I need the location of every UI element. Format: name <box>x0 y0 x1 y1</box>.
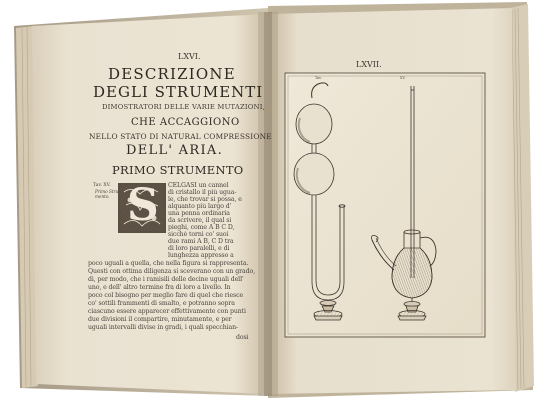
wrap-line: da scrivere, il qual si <box>168 217 232 224</box>
body-line: ciascuno essere apparecer effettivamente con punti <box>88 308 246 315</box>
wrap-line: una penna ordinaria <box>168 210 230 217</box>
wrap-line: le, che trovar si possa, e <box>168 196 242 203</box>
plate-label-left: Tav. <box>315 76 322 80</box>
wrap-line: pieghi, come A B C D, <box>168 224 235 231</box>
right-page-number: LXVII. <box>356 60 382 69</box>
title-line-2: DEGLI STRUMENTI <box>93 83 264 101</box>
body-line: uno, e dell' altro termine fra di loro a livello. In <box>88 284 231 291</box>
margin-note-2: Primo Stru- <box>95 189 120 194</box>
body-line: uguali intervalli divise in gradi, i quali specchian- <box>88 324 238 331</box>
body-line-catchword: dosi <box>236 334 249 341</box>
wrap-line: di loro paralelli, e di <box>168 245 230 252</box>
body-line: co' sottili frammenti di smalto, e potranno sopra <box>88 300 235 307</box>
wrap-line: sicchè torni co' suoi <box>168 231 229 238</box>
wrap-line: alquanto più largo d' <box>168 203 232 210</box>
title-line-che: CHE ACCAGGIONO <box>131 117 240 128</box>
margin-note-1: Tav. XV. <box>93 183 111 188</box>
wrap-line: lunghezza appresso a <box>168 252 234 259</box>
subtitle: DIMOSTRATORI DELLE VARIE MUTAZIONI, <box>102 103 265 111</box>
body-line: di, per modo, che i ramisili delle decine uguali dell' <box>88 276 244 283</box>
title-line-nello: NELLO STATO DI NATURAL COMPRESSIONE <box>89 132 272 141</box>
title-line-1: DESCRIZIONE <box>108 65 236 83</box>
title-line-aria: DELL' ARIA. <box>126 143 224 158</box>
wrap-line: di cristallo il più ugua- <box>168 189 237 196</box>
wrap-line: CELGASI un cannel <box>168 182 229 189</box>
left-page-number: LXVI. <box>178 52 201 61</box>
margin-note-3: mento. <box>95 194 110 199</box>
wrap-line: due rami A B, C D tra <box>168 238 234 245</box>
body-line: Questi con ottima diligenza si sceverano con un grado, <box>88 268 255 275</box>
body-line: poco uguali a quella, che nella figura si rappresenta. <box>88 260 249 267</box>
initial-letter: S <box>127 180 159 231</box>
plate-label-right: XV. <box>400 76 406 80</box>
body-line: poco col bisogno per meglio fare di quel che riesce <box>88 292 244 299</box>
section-heading: PRIMO STRUMENTO <box>112 163 244 177</box>
body-line: due divisioni il compartire, minutamente, e per <box>88 316 232 323</box>
